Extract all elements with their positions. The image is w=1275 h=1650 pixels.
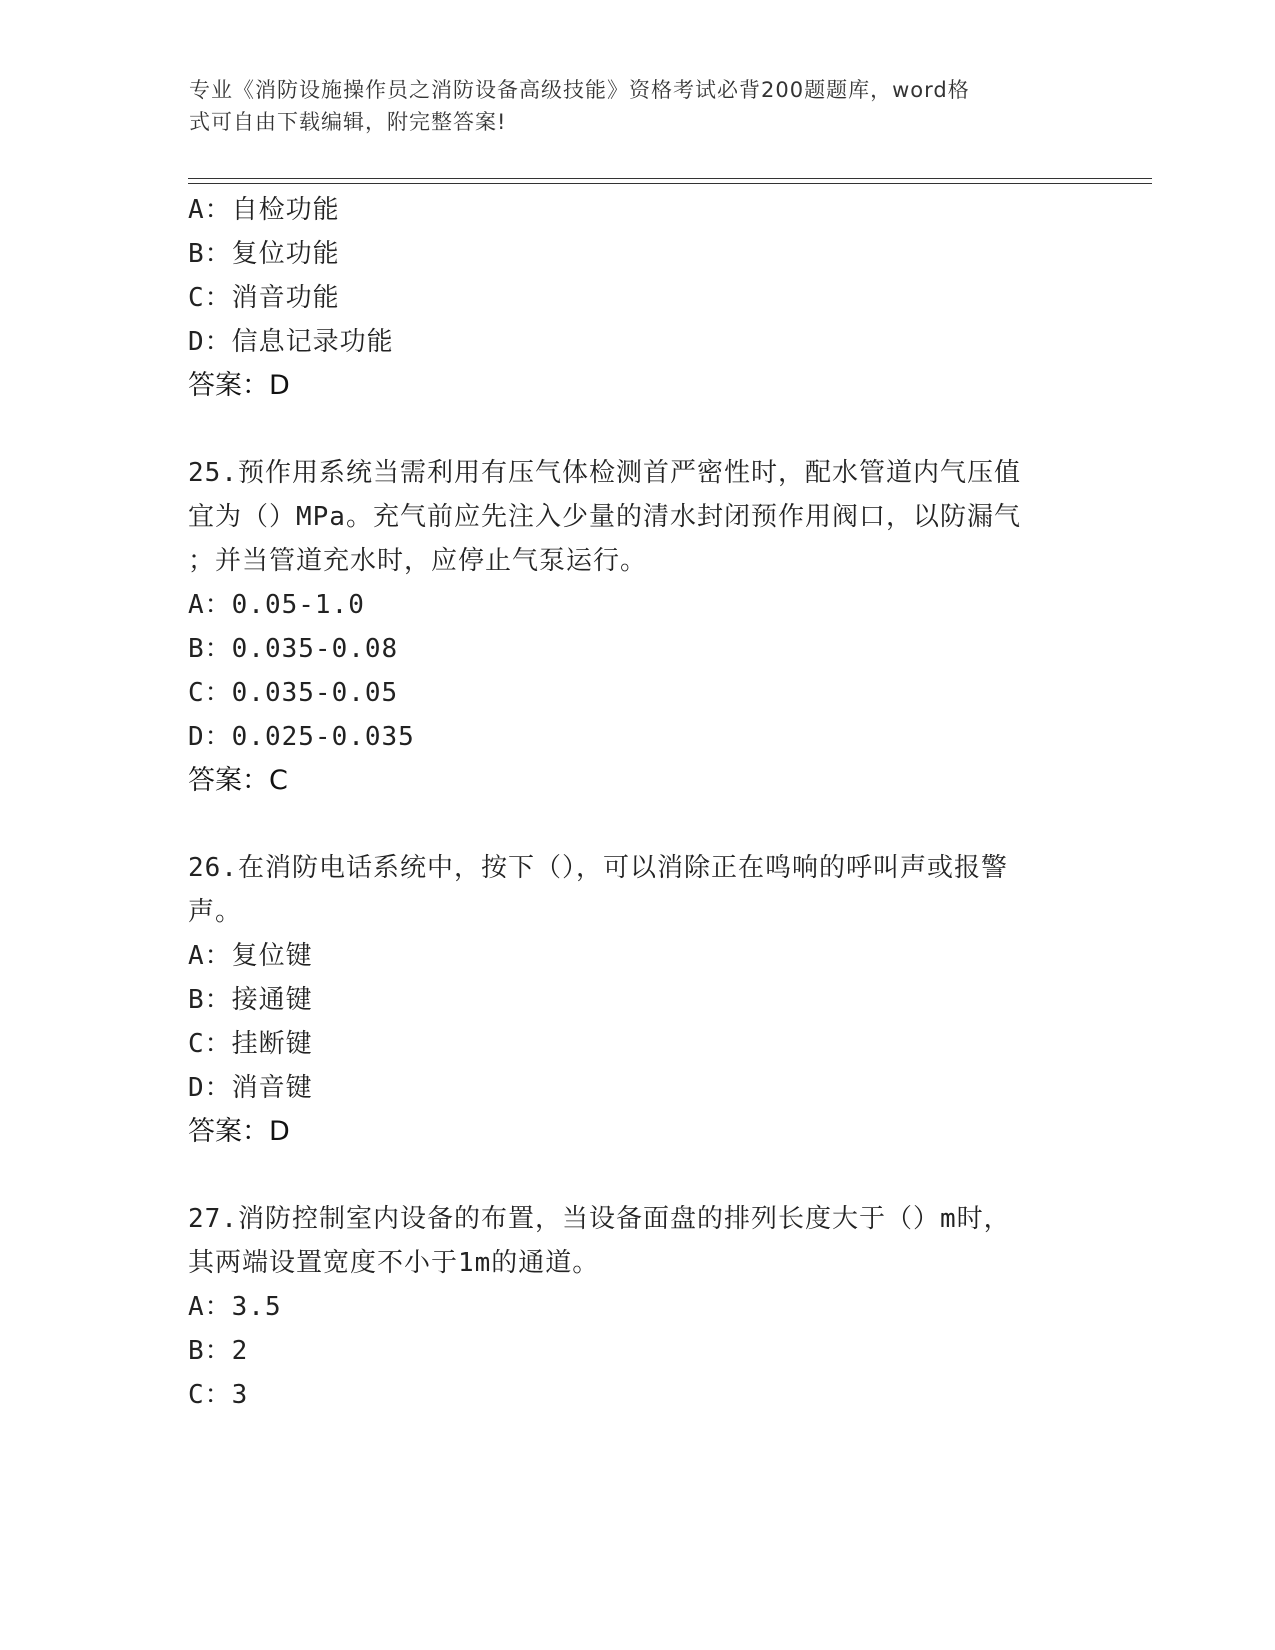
q25-option-a: A：0.05-1.0 bbox=[188, 590, 365, 620]
q25-text-line-1: 25.预作用系统当需利用有压气体检测首严密性时，配水管道内气压值 bbox=[188, 458, 1021, 488]
header-line-1: 专业《消防设施操作员之消防设备高级技能》资格考试必背200题题库，word格 bbox=[189, 78, 970, 102]
q25-option-c: C：0.035-0.05 bbox=[188, 678, 399, 708]
q27-text-line-2: 其两端设置宽度不小于1m的通道。 bbox=[188, 1248, 600, 1278]
q27-text-line-1: 27.消防控制室内设备的布置，当设备面盘的排列长度大于（）m时， bbox=[188, 1204, 1011, 1234]
q24-option-d: D：信息记录功能 bbox=[188, 327, 394, 357]
header-divider-top bbox=[188, 178, 1152, 179]
q26-text-line-2: 声。 bbox=[188, 897, 243, 927]
q26-text-line-1: 26.在消防电话系统中，按下（），可以消除正在鸣响的呼叫声或报警 bbox=[188, 853, 1008, 883]
q25-answer: 答案：C bbox=[188, 765, 288, 796]
q27-option-c: C：3 bbox=[188, 1380, 249, 1410]
q26-option-b: B：接通键 bbox=[188, 985, 313, 1015]
q26-option-d: D：消音键 bbox=[188, 1073, 313, 1103]
document-header bbox=[189, 74, 1069, 138]
q24-option-a: A：自检功能 bbox=[188, 195, 340, 225]
q25-text-line-2: 宜为（）MPa。充气前应先注入少量的清水封闭预作用阀口，以防漏气 bbox=[188, 502, 1021, 532]
q24-option-b: B：复位功能 bbox=[188, 239, 340, 269]
q27-option-a: A：3.5 bbox=[188, 1292, 282, 1322]
header-line-2: 式可自由下载编辑，附完整答案! bbox=[189, 110, 507, 134]
q25-text-line-3: ；并当管道充水时，应停止气泵运行。 bbox=[188, 546, 648, 576]
q25-option-b: B：0.035-0.08 bbox=[188, 634, 399, 664]
q25-option-d: D：0.025-0.035 bbox=[188, 722, 415, 752]
q27-option-b: B：2 bbox=[188, 1336, 249, 1366]
header-divider-bottom bbox=[188, 183, 1152, 184]
q24-answer: 答案：D bbox=[188, 370, 290, 401]
q24-option-c: C：消音功能 bbox=[188, 283, 340, 313]
q26-option-c: C：挂断键 bbox=[188, 1029, 313, 1059]
q26-option-a: A：复位键 bbox=[188, 941, 313, 971]
q26-answer: 答案：D bbox=[188, 1116, 290, 1147]
